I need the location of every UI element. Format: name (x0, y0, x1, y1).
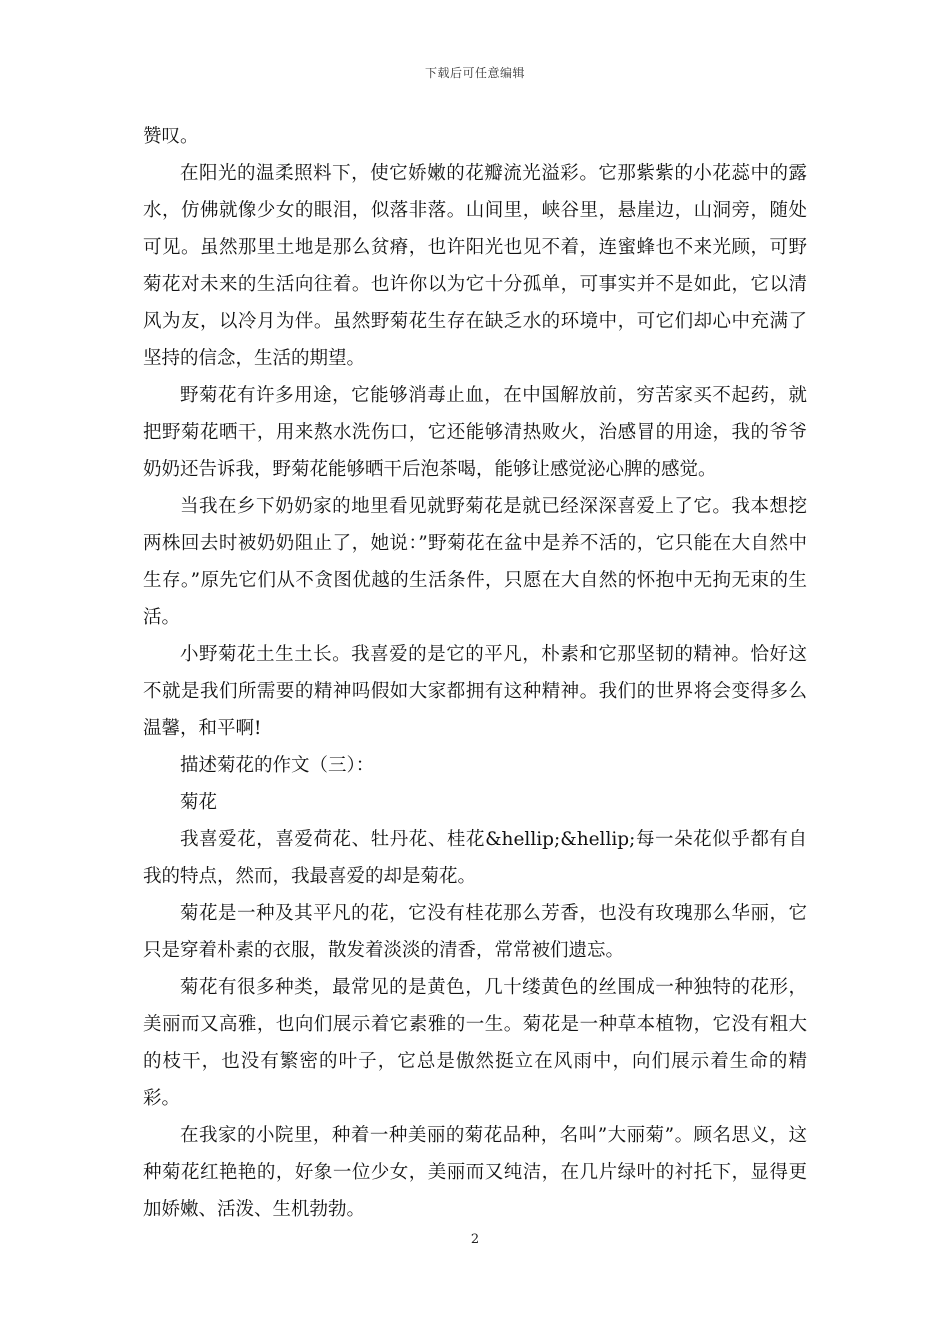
paragraph: 小野菊花土生土长。我喜爱的是它的平凡，朴素和它那坚韧的精神。恰好这不就是我们所需要的精神吗假如大家都拥有这种精神。我们的世界将会变得多么温馨，和平啊! (143, 644, 807, 739)
paragraph: 野菊花有许多用途，它能够消毒止血，在中国解放前，穷苦家买不起药，就把野菊花晒干，用来熬水洗伤口，它还能够清热败火，治感冒的用途，我的爷爷奶奶还告诉我，野菊花能够晒干后泡茶喝，能够让感觉泌心脾的感觉。 (143, 385, 807, 480)
paragraph: 菊花是一种及其平凡的花，它没有桂花那么芳香，也没有玫瑰那么华丽，它只是穿着朴素的衣服，散发着淡淡的清香，常常被们遗忘。 (143, 903, 807, 961)
paragraph: 在阳光的温柔照料下，使它娇嫩的花瓣流光溢彩。它那紫紫的小花蕊中的露水，仿佛就像少女的眼泪，似落非落。山间里，峡谷里，悬崖边，山洞旁，随处可见。虽然那里土地是那么贫瘠，也许阳光也见不着，连蜜蜂也不来光顾，可野菊花对未来的生活向往着。也许你以为它十分孤单，可事实并不是如此，它以清风为友，以冷月为伴。虽然野菊花生存在缺乏水的环境中，可它们却心中充满了坚持的信念，生活的期望。 (143, 163, 807, 369)
paragraph: 菊花有很多种类，最常见的是黄色，几十缕黄色的丝围成一种独特的花形，美丽而又高雅，也向们展示着它素雅的一生。菊花是一种草本植物，它没有粗大的枝干，也没有繁密的叶子，它总是傲然挺立在风雨中，向们展示着生命的精彩。 (143, 977, 807, 1109)
section-heading: 描述菊花的作文（三）： (180, 755, 375, 776)
paragraph: 在我家的小院里，种着一种美丽的菊花品种，名叫”大丽菊”。顾名思义，这种菊花红艳艳的，好象一位少女，美丽而又纯洁，在几片绿叶的衬托下，显得更加娇嫩、活泼、生机勃勃。 (143, 1125, 807, 1220)
document-body (143, 118, 807, 1228)
paragraph: 我喜爱花，喜爱荷花、牡丹花、桂花&hellip;&hellip;每一朵花似乎都有自我的特点，然而，我最喜爱的却是菊花。 (143, 829, 807, 887)
page-header: 下载后可任意编辑 (424, 66, 525, 80)
paragraph: 当我在乡下奶奶家的地里看见就野菊花是就已经深深喜爱上了它。我本想挖两株回去时被奶奶阻止了，她说：”野菊花在盆中是养不活的，它只能在大自然中生存。”原先它们从不贪图优越的生活条件，只愿在大自然的怀抱中无拘无束的生活。 (143, 496, 807, 628)
paragraph: 赞叹。 (143, 126, 199, 147)
essay-title: 菊花 (180, 792, 218, 813)
page-number: 2 (470, 1232, 480, 1247)
